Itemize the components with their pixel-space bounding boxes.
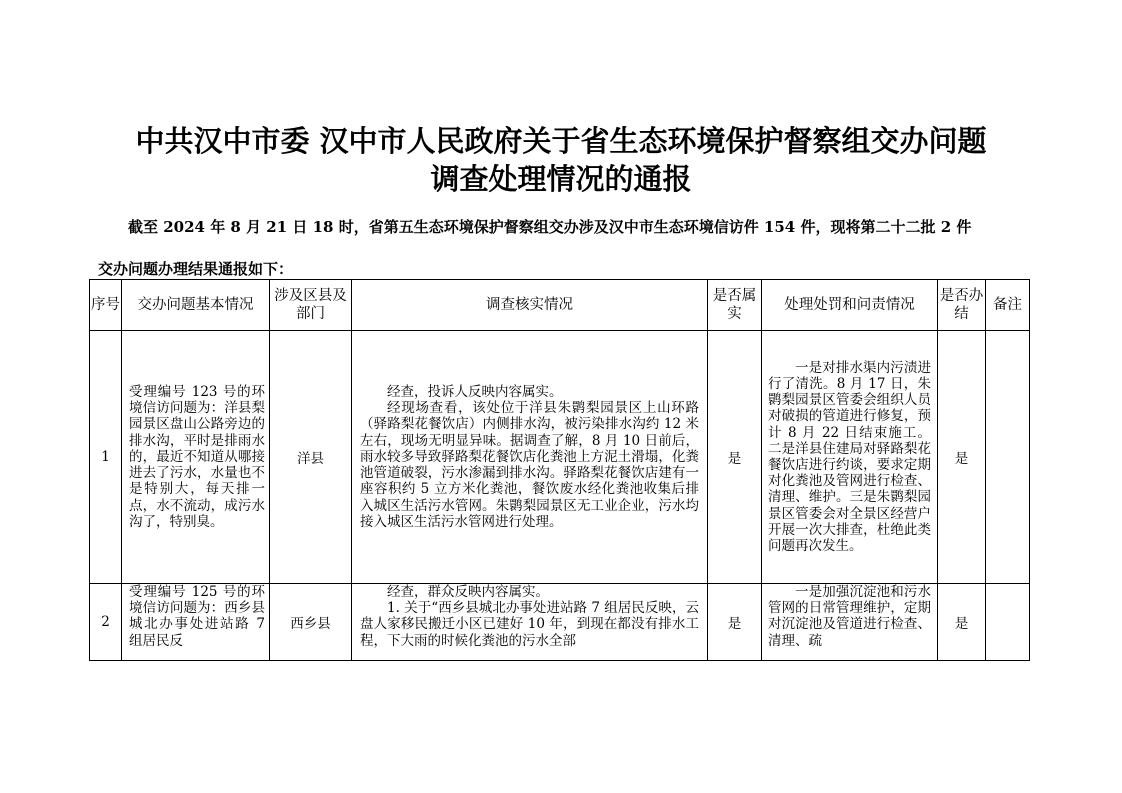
document-title-line2: 调查处理情况的通报 xyxy=(430,162,692,196)
investigation-text xyxy=(352,384,707,530)
header-basic: 交办问题基本情况 xyxy=(122,280,270,331)
investigation-paragraph-2: 经现场查看，该处位于洋县朱鹮梨园景区上山环路（驿路梨花餐饮店）内侧排水沟，被污染排水沟约 12 米左右，现场无明显异味。据调查了解，8 月 10 日前后，雨水较多导致驿路梨花餐饮店化粪池上方泥土滑塌，化粪池管道破裂，污水渗漏到排水沟。驿路梨花餐饮店建有一座容积约 5 立方米化粪池，餐饮废水经化粪池收集后排入城区生活污水管网。朱鹮梨园景区无工业企业，污水均接入城区生活污水管网进行处理。 xyxy=(360,400,699,530)
cell-punishment xyxy=(762,331,938,584)
table-row xyxy=(90,584,1030,661)
cell-concluded: 是 xyxy=(938,331,986,584)
cell-investigation xyxy=(352,331,708,584)
header-verified: 是否属实 xyxy=(708,280,762,331)
punishment-text: 一是加强沉淀池和污水管网的日常管理维护，定期对沉淀池及管道进行检查、清理、疏 xyxy=(768,584,931,649)
intro-paragraph-line1: 截至 2024 年 8 月 21 日 18 时，省第五生态环境保护督察组交办涉及汉中市生态环境信访件 154 件，现将第二十二批 2 件 xyxy=(128,218,972,236)
cell-area: 洋县 xyxy=(270,331,352,584)
investigation-paragraph-1: 经查，投诉人反映内容属实。 xyxy=(387,384,563,401)
cell-verified: 是 xyxy=(708,584,762,661)
cell-basic xyxy=(122,584,270,661)
basic-text: 受理编号 123 号的环境信访问题为：洋县梨园景区盘山公路旁边的排水沟，平时是排雨水的，最近不知道从哪接进去了污水，水量也不是特别大，每天排一点，水不流动，成污水沟了，特别臭。 xyxy=(129,384,265,530)
header-seq: 序号 xyxy=(90,280,122,331)
cell-remarks xyxy=(986,331,1030,584)
header-investigation: 调查核实情况 xyxy=(352,280,708,331)
cell-concluded: 是 xyxy=(938,584,986,661)
punishment-text: 一是对排水渠内污渍进行了清洗。8 月 17 日，朱鹮梨园景区管委会组织人员对破损的管道进行修复，预计 8 月 22 日结束施工。二是洋县住建局对驿路梨花餐饮店进行约谈，要求定期对化粪池及管网进行检查、清理、维护。三是朱鹮梨园景区管委会对全景区经营户开展一次大排查，杜绝此类问题再次发生。 xyxy=(768,359,931,555)
document-title-line1: 中共汉中市委 汉中市人民政府关于省生态环境保护督察组交办问题 xyxy=(135,124,987,158)
header-area: 涉及区县及部门 xyxy=(270,280,352,331)
cell-area: 西乡县 xyxy=(270,584,352,661)
intro-paragraph-line2: 交办问题办理结果通报如下： xyxy=(98,260,294,278)
cell-remarks xyxy=(986,584,1030,661)
header-concluded: 是否办结 xyxy=(938,280,986,331)
cell-seq: 2 xyxy=(90,584,122,661)
basic-text: 受理编号 125 号的环境信访问题为：西乡县城北办事处进站路 7 组居民反 xyxy=(129,584,265,649)
cell-basic xyxy=(122,331,270,584)
table-header-row xyxy=(90,280,1030,331)
cell-verified: 是 xyxy=(708,331,762,584)
issue-table xyxy=(89,279,1030,661)
investigation-paragraph-1: 经查，群众反映内容属实。 xyxy=(387,584,549,600)
table-row xyxy=(90,331,1030,584)
cell-seq: 1 xyxy=(90,331,122,584)
cell-punishment xyxy=(762,584,938,661)
investigation-paragraph-2: 1. 关于“西乡县城北办事处进站路 7 组居民反映，云盘人家移民搬迁小区已建好 10 年，到现在都没有排水工程，下大雨的时候化粪池的污水全部 xyxy=(360,600,699,649)
header-punishment: 处理处罚和问责情况 xyxy=(762,280,938,331)
cell-investigation xyxy=(352,584,708,661)
header-remarks: 备注 xyxy=(986,280,1030,331)
investigation-text xyxy=(352,584,707,658)
